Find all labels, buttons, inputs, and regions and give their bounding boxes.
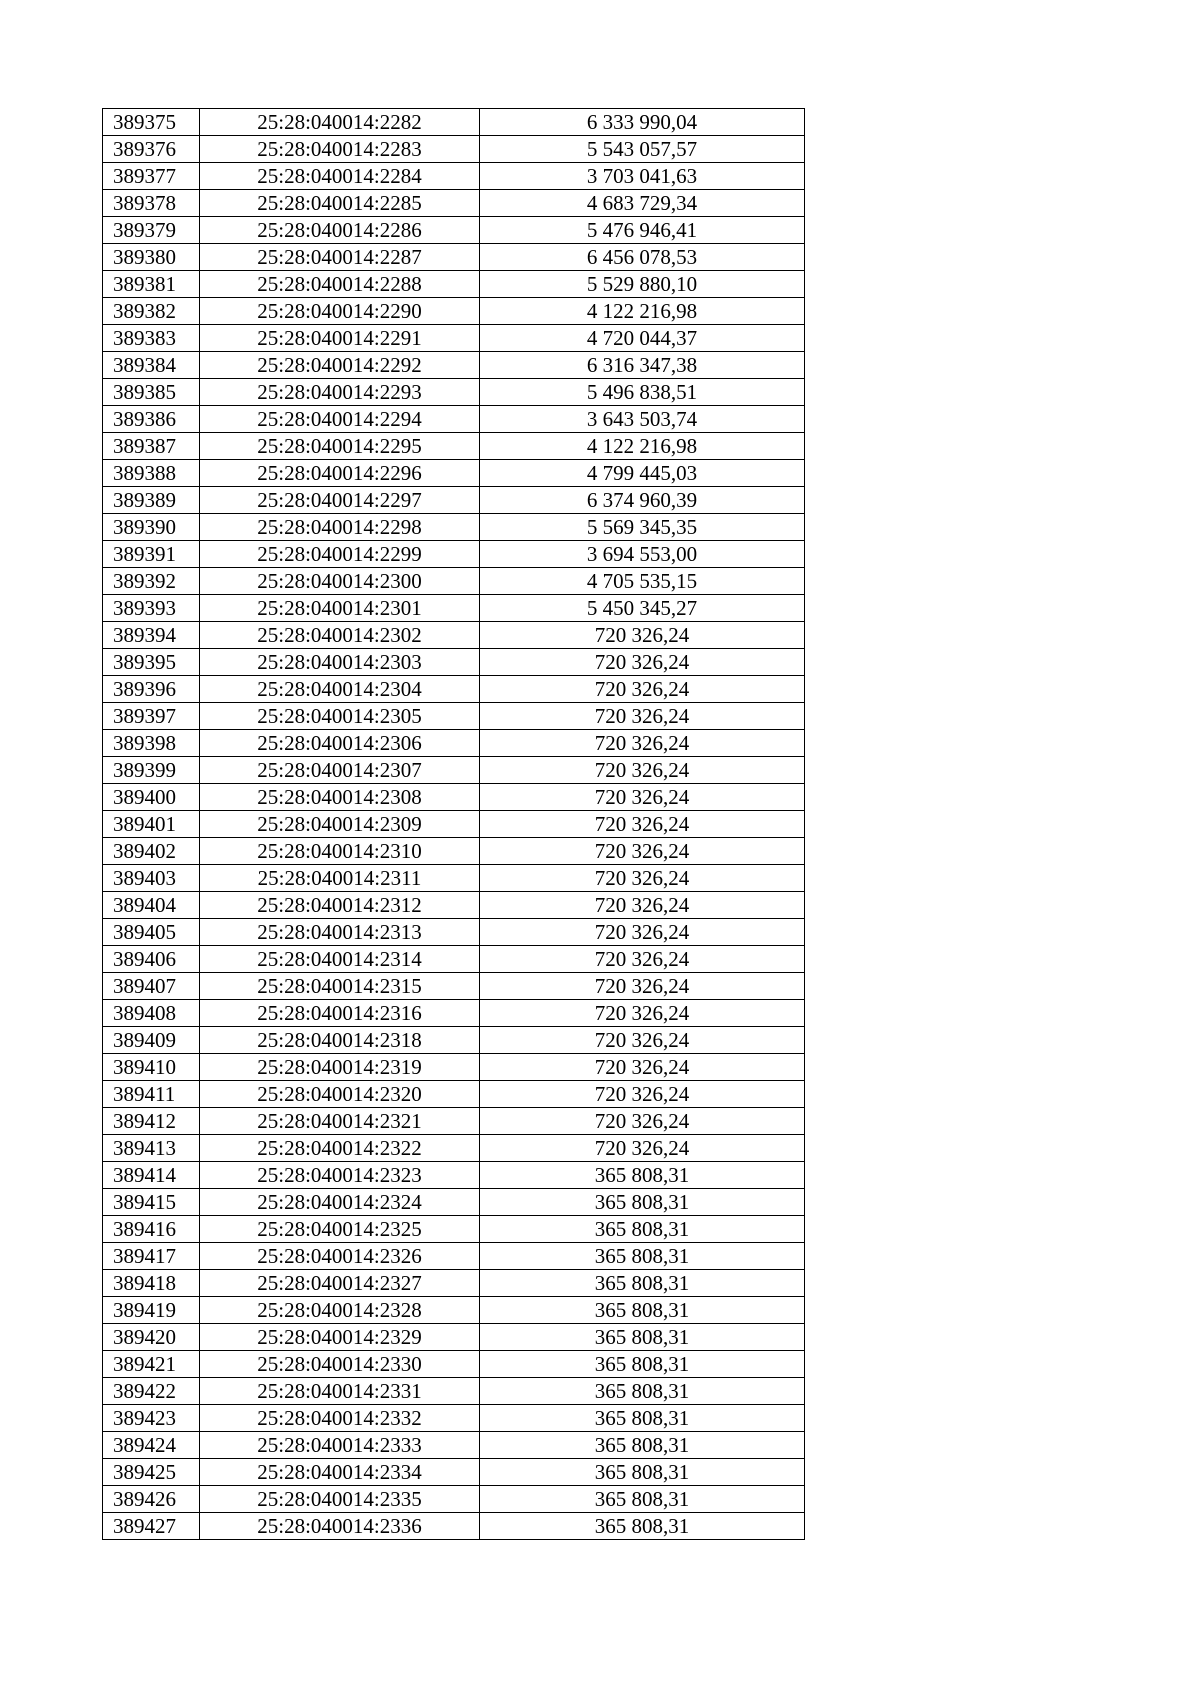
cadastral-value-cell: 3 703 041,63: [480, 163, 805, 190]
cadastral-value-cell: 3 643 503,74: [480, 406, 805, 433]
cadastral-number-cell: 25:28:040014:2322: [200, 1135, 480, 1162]
cadastral-number-cell: 25:28:040014:2311: [200, 865, 480, 892]
cadastral-value-cell: 720 326,24: [480, 676, 805, 703]
cadastral-number-cell: 25:28:040014:2308: [200, 784, 480, 811]
table-row: [103, 1513, 805, 1540]
cadastral-value-cell: 4 799 445,03: [480, 460, 805, 487]
row-number-cell: 389419: [103, 1297, 200, 1324]
table-row: [103, 595, 805, 622]
cadastral-value-cell: 720 326,24: [480, 1135, 805, 1162]
cadastral-number-cell: 25:28:040014:2312: [200, 892, 480, 919]
table-row: [103, 1459, 805, 1486]
cadastral-number-cell: 25:28:040014:2330: [200, 1351, 480, 1378]
table-row: [103, 406, 805, 433]
cadastral-number-cell: 25:28:040014:2297: [200, 487, 480, 514]
table-row: [103, 460, 805, 487]
row-number-cell: 389375: [103, 109, 200, 136]
table-row: [103, 1054, 805, 1081]
cadastral-value-cell: 720 326,24: [480, 811, 805, 838]
table-row: [103, 1432, 805, 1459]
row-number-cell: 389423: [103, 1405, 200, 1432]
cadastral-value-cell: 720 326,24: [480, 649, 805, 676]
row-number-cell: 389407: [103, 973, 200, 1000]
cadastral-value-cell: 365 808,31: [480, 1486, 805, 1513]
cadastral-value-cell: 365 808,31: [480, 1378, 805, 1405]
table-row: [103, 1243, 805, 1270]
cadastral-number-cell: 25:28:040014:2325: [200, 1216, 480, 1243]
row-number-cell: 389424: [103, 1432, 200, 1459]
table-row: [103, 919, 805, 946]
table-row: [103, 1216, 805, 1243]
cadastral-number-cell: 25:28:040014:2323: [200, 1162, 480, 1189]
cadastral-value-cell: 720 326,24: [480, 1000, 805, 1027]
row-number-cell: 389427: [103, 1513, 200, 1540]
row-number-cell: 389418: [103, 1270, 200, 1297]
cadastral-value-cell: 720 326,24: [480, 1027, 805, 1054]
table-row: [103, 244, 805, 271]
cadastral-value-cell: 6 456 078,53: [480, 244, 805, 271]
table-row: [103, 1162, 805, 1189]
row-number-cell: 389415: [103, 1189, 200, 1216]
cadastral-value-cell: 365 808,31: [480, 1297, 805, 1324]
table-row: [103, 622, 805, 649]
cadastral-number-cell: 25:28:040014:2334: [200, 1459, 480, 1486]
row-number-cell: 389390: [103, 514, 200, 541]
cadastral-number-cell: 25:28:040014:2306: [200, 730, 480, 757]
row-number-cell: 389376: [103, 136, 200, 163]
cadastral-value-cell: 365 808,31: [480, 1243, 805, 1270]
cadastral-number-cell: 25:28:040014:2285: [200, 190, 480, 217]
table-row: [103, 1378, 805, 1405]
cadastral-number-cell: 25:28:040014:2321: [200, 1108, 480, 1135]
row-number-cell: 389409: [103, 1027, 200, 1054]
cadastral-number-cell: 25:28:040014:2302: [200, 622, 480, 649]
row-number-cell: 389402: [103, 838, 200, 865]
cadastral-number-cell: 25:28:040014:2291: [200, 325, 480, 352]
cadastral-value-cell: 365 808,31: [480, 1324, 805, 1351]
table-row: [103, 190, 805, 217]
cadastral-value-cell: 720 326,24: [480, 757, 805, 784]
cadastral-number-cell: 25:28:040014:2282: [200, 109, 480, 136]
table-row: [103, 541, 805, 568]
row-number-cell: 389381: [103, 271, 200, 298]
row-number-cell: 389399: [103, 757, 200, 784]
table-row: [103, 1189, 805, 1216]
cadastral-value-cell: 5 476 946,41: [480, 217, 805, 244]
row-number-cell: 389410: [103, 1054, 200, 1081]
cadastral-number-cell: 25:28:040014:2284: [200, 163, 480, 190]
cadastral-value-cell: 365 808,31: [480, 1513, 805, 1540]
cadastral-number-cell: 25:28:040014:2301: [200, 595, 480, 622]
row-number-cell: 389412: [103, 1108, 200, 1135]
cadastral-number-cell: 25:28:040014:2324: [200, 1189, 480, 1216]
row-number-cell: 389416: [103, 1216, 200, 1243]
cadastral-number-cell: 25:28:040014:2329: [200, 1324, 480, 1351]
table-row: [103, 352, 805, 379]
cadastral-value-cell: 3 694 553,00: [480, 541, 805, 568]
cadastral-number-cell: 25:28:040014:2296: [200, 460, 480, 487]
cadastral-value-cell: 720 326,24: [480, 784, 805, 811]
cadastral-number-cell: 25:28:040014:2315: [200, 973, 480, 1000]
cadastral-number-cell: 25:28:040014:2288: [200, 271, 480, 298]
cadastral-value-cell: 720 326,24: [480, 892, 805, 919]
cadastral-value-cell: 720 326,24: [480, 1054, 805, 1081]
row-number-cell: 389401: [103, 811, 200, 838]
cadastral-value-cell: 4 683 729,34: [480, 190, 805, 217]
table-row: [103, 109, 805, 136]
row-number-cell: 389403: [103, 865, 200, 892]
cadastral-value-cell: 720 326,24: [480, 1081, 805, 1108]
row-number-cell: 389383: [103, 325, 200, 352]
row-number-cell: 389387: [103, 433, 200, 460]
row-number-cell: 389389: [103, 487, 200, 514]
row-number-cell: 389396: [103, 676, 200, 703]
cadastral-value-cell: 720 326,24: [480, 838, 805, 865]
cadastral-number-cell: 25:28:040014:2303: [200, 649, 480, 676]
row-number-cell: 389382: [103, 298, 200, 325]
cadastral-value-cell: 365 808,31: [480, 1189, 805, 1216]
table-row: [103, 1270, 805, 1297]
cadastral-value-cell: 5 569 345,35: [480, 514, 805, 541]
row-number-cell: 389422: [103, 1378, 200, 1405]
row-number-cell: 389398: [103, 730, 200, 757]
row-number-cell: 389397: [103, 703, 200, 730]
table-row: [103, 136, 805, 163]
cadastral-value-cell: 5 543 057,57: [480, 136, 805, 163]
cadastral-value-cell: 365 808,31: [480, 1162, 805, 1189]
row-number-cell: 389414: [103, 1162, 200, 1189]
table-row: [103, 1027, 805, 1054]
row-number-cell: 389391: [103, 541, 200, 568]
cadastral-value-cell: 720 326,24: [480, 1108, 805, 1135]
cadastral-number-cell: 25:28:040014:2307: [200, 757, 480, 784]
table-row: [103, 1297, 805, 1324]
cadastral-number-cell: 25:28:040014:2319: [200, 1054, 480, 1081]
table-row: [103, 433, 805, 460]
cadastral-value-cell: 720 326,24: [480, 730, 805, 757]
cadastral-value-cell: 720 326,24: [480, 946, 805, 973]
cadastral-number-cell: 25:28:040014:2300: [200, 568, 480, 595]
cadastral-value-cell: 365 808,31: [480, 1432, 805, 1459]
row-number-cell: 389406: [103, 946, 200, 973]
table-row: [103, 1108, 805, 1135]
table-row: [103, 649, 805, 676]
row-number-cell: 389380: [103, 244, 200, 271]
table-row: [103, 973, 805, 1000]
cadastral-value-cell: 720 326,24: [480, 622, 805, 649]
cadastral-number-cell: 25:28:040014:2293: [200, 379, 480, 406]
table-row: [103, 1486, 805, 1513]
cadastral-value-cell: 6 333 990,04: [480, 109, 805, 136]
cadastral-number-cell: 25:28:040014:2320: [200, 1081, 480, 1108]
row-number-cell: 389426: [103, 1486, 200, 1513]
table-row: [103, 487, 805, 514]
table-row: [103, 271, 805, 298]
table-row: [103, 325, 805, 352]
cadastral-value-cell: 720 326,24: [480, 703, 805, 730]
row-number-cell: 389417: [103, 1243, 200, 1270]
table-row: [103, 1000, 805, 1027]
row-number-cell: 389378: [103, 190, 200, 217]
table-row: [103, 1351, 805, 1378]
table-row: [103, 865, 805, 892]
cadastral-value-cell: 720 326,24: [480, 973, 805, 1000]
cadastral-value-cell: 5 529 880,10: [480, 271, 805, 298]
row-number-cell: 389392: [103, 568, 200, 595]
row-number-cell: 389425: [103, 1459, 200, 1486]
cadastral-value-cell: 365 808,31: [480, 1405, 805, 1432]
row-number-cell: 389393: [103, 595, 200, 622]
table-row: [103, 703, 805, 730]
cadastral-number-cell: 25:28:040014:2327: [200, 1270, 480, 1297]
table-row: [103, 811, 805, 838]
cadastral-value-cell: 365 808,31: [480, 1270, 805, 1297]
cadastral-value-cell: 4 705 535,15: [480, 568, 805, 595]
cadastral-number-cell: 25:28:040014:2316: [200, 1000, 480, 1027]
table-row: [103, 1405, 805, 1432]
cadastral-number-cell: 25:28:040014:2292: [200, 352, 480, 379]
cadastral-number-cell: 25:28:040014:2295: [200, 433, 480, 460]
table-row: [103, 568, 805, 595]
row-number-cell: 389388: [103, 460, 200, 487]
cadastral-number-cell: 25:28:040014:2309: [200, 811, 480, 838]
row-number-cell: 389379: [103, 217, 200, 244]
cadastral-value-table: [102, 108, 805, 1540]
cadastral-value-cell: 5 450 345,27: [480, 595, 805, 622]
cadastral-number-cell: 25:28:040014:2332: [200, 1405, 480, 1432]
row-number-cell: 389395: [103, 649, 200, 676]
cadastral-number-cell: 25:28:040014:2286: [200, 217, 480, 244]
row-number-cell: 389394: [103, 622, 200, 649]
table-row: [103, 1081, 805, 1108]
table-row: [103, 838, 805, 865]
table-row: [103, 514, 805, 541]
row-number-cell: 389421: [103, 1351, 200, 1378]
table-row: [103, 892, 805, 919]
cadastral-number-cell: 25:28:040014:2299: [200, 541, 480, 568]
cadastral-value-cell: 4 122 216,98: [480, 433, 805, 460]
cadastral-value-cell: 365 808,31: [480, 1459, 805, 1486]
row-number-cell: 389385: [103, 379, 200, 406]
table-row: [103, 757, 805, 784]
cadastral-number-cell: 25:28:040014:2331: [200, 1378, 480, 1405]
cadastral-number-cell: 25:28:040014:2298: [200, 514, 480, 541]
cadastral-number-cell: 25:28:040014:2326: [200, 1243, 480, 1270]
cadastral-number-cell: 25:28:040014:2336: [200, 1513, 480, 1540]
table-row: [103, 730, 805, 757]
cadastral-number-cell: 25:28:040014:2318: [200, 1027, 480, 1054]
table-row: [103, 298, 805, 325]
row-number-cell: 389400: [103, 784, 200, 811]
row-number-cell: 389377: [103, 163, 200, 190]
cadastral-value-cell: 365 808,31: [480, 1351, 805, 1378]
table-row: [103, 1135, 805, 1162]
table-row: [103, 784, 805, 811]
cadastral-number-cell: 25:28:040014:2305: [200, 703, 480, 730]
cadastral-value-cell: 6 374 960,39: [480, 487, 805, 514]
cadastral-value-cell: 365 808,31: [480, 1216, 805, 1243]
cadastral-value-cell: 6 316 347,38: [480, 352, 805, 379]
table-row: [103, 1324, 805, 1351]
row-number-cell: 389413: [103, 1135, 200, 1162]
table-row: [103, 946, 805, 973]
cadastral-number-cell: 25:28:040014:2313: [200, 919, 480, 946]
cadastral-value-cell: 720 326,24: [480, 919, 805, 946]
row-number-cell: 389405: [103, 919, 200, 946]
cadastral-number-cell: 25:28:040014:2304: [200, 676, 480, 703]
row-number-cell: 389411: [103, 1081, 200, 1108]
row-number-cell: 389384: [103, 352, 200, 379]
cadastral-value-cell: 720 326,24: [480, 865, 805, 892]
cadastral-value-cell: 4 122 216,98: [480, 298, 805, 325]
cadastral-number-cell: 25:28:040014:2310: [200, 838, 480, 865]
cadastral-number-cell: 25:28:040014:2283: [200, 136, 480, 163]
cadastral-number-cell: 25:28:040014:2335: [200, 1486, 480, 1513]
cadastral-number-cell: 25:28:040014:2290: [200, 298, 480, 325]
cadastral-number-cell: 25:28:040014:2314: [200, 946, 480, 973]
cadastral-value-cell: 4 720 044,37: [480, 325, 805, 352]
row-number-cell: 389420: [103, 1324, 200, 1351]
table-row: [103, 217, 805, 244]
row-number-cell: 389408: [103, 1000, 200, 1027]
row-number-cell: 389404: [103, 892, 200, 919]
cadastral-number-cell: 25:28:040014:2294: [200, 406, 480, 433]
cadastral-number-cell: 25:28:040014:2328: [200, 1297, 480, 1324]
cadastral-number-cell: 25:28:040014:2333: [200, 1432, 480, 1459]
row-number-cell: 389386: [103, 406, 200, 433]
table-row: [103, 676, 805, 703]
cadastral-number-cell: 25:28:040014:2287: [200, 244, 480, 271]
cadastral-value-cell: 5 496 838,51: [480, 379, 805, 406]
table-row: [103, 379, 805, 406]
table-row: [103, 163, 805, 190]
table-body: [103, 109, 805, 1540]
